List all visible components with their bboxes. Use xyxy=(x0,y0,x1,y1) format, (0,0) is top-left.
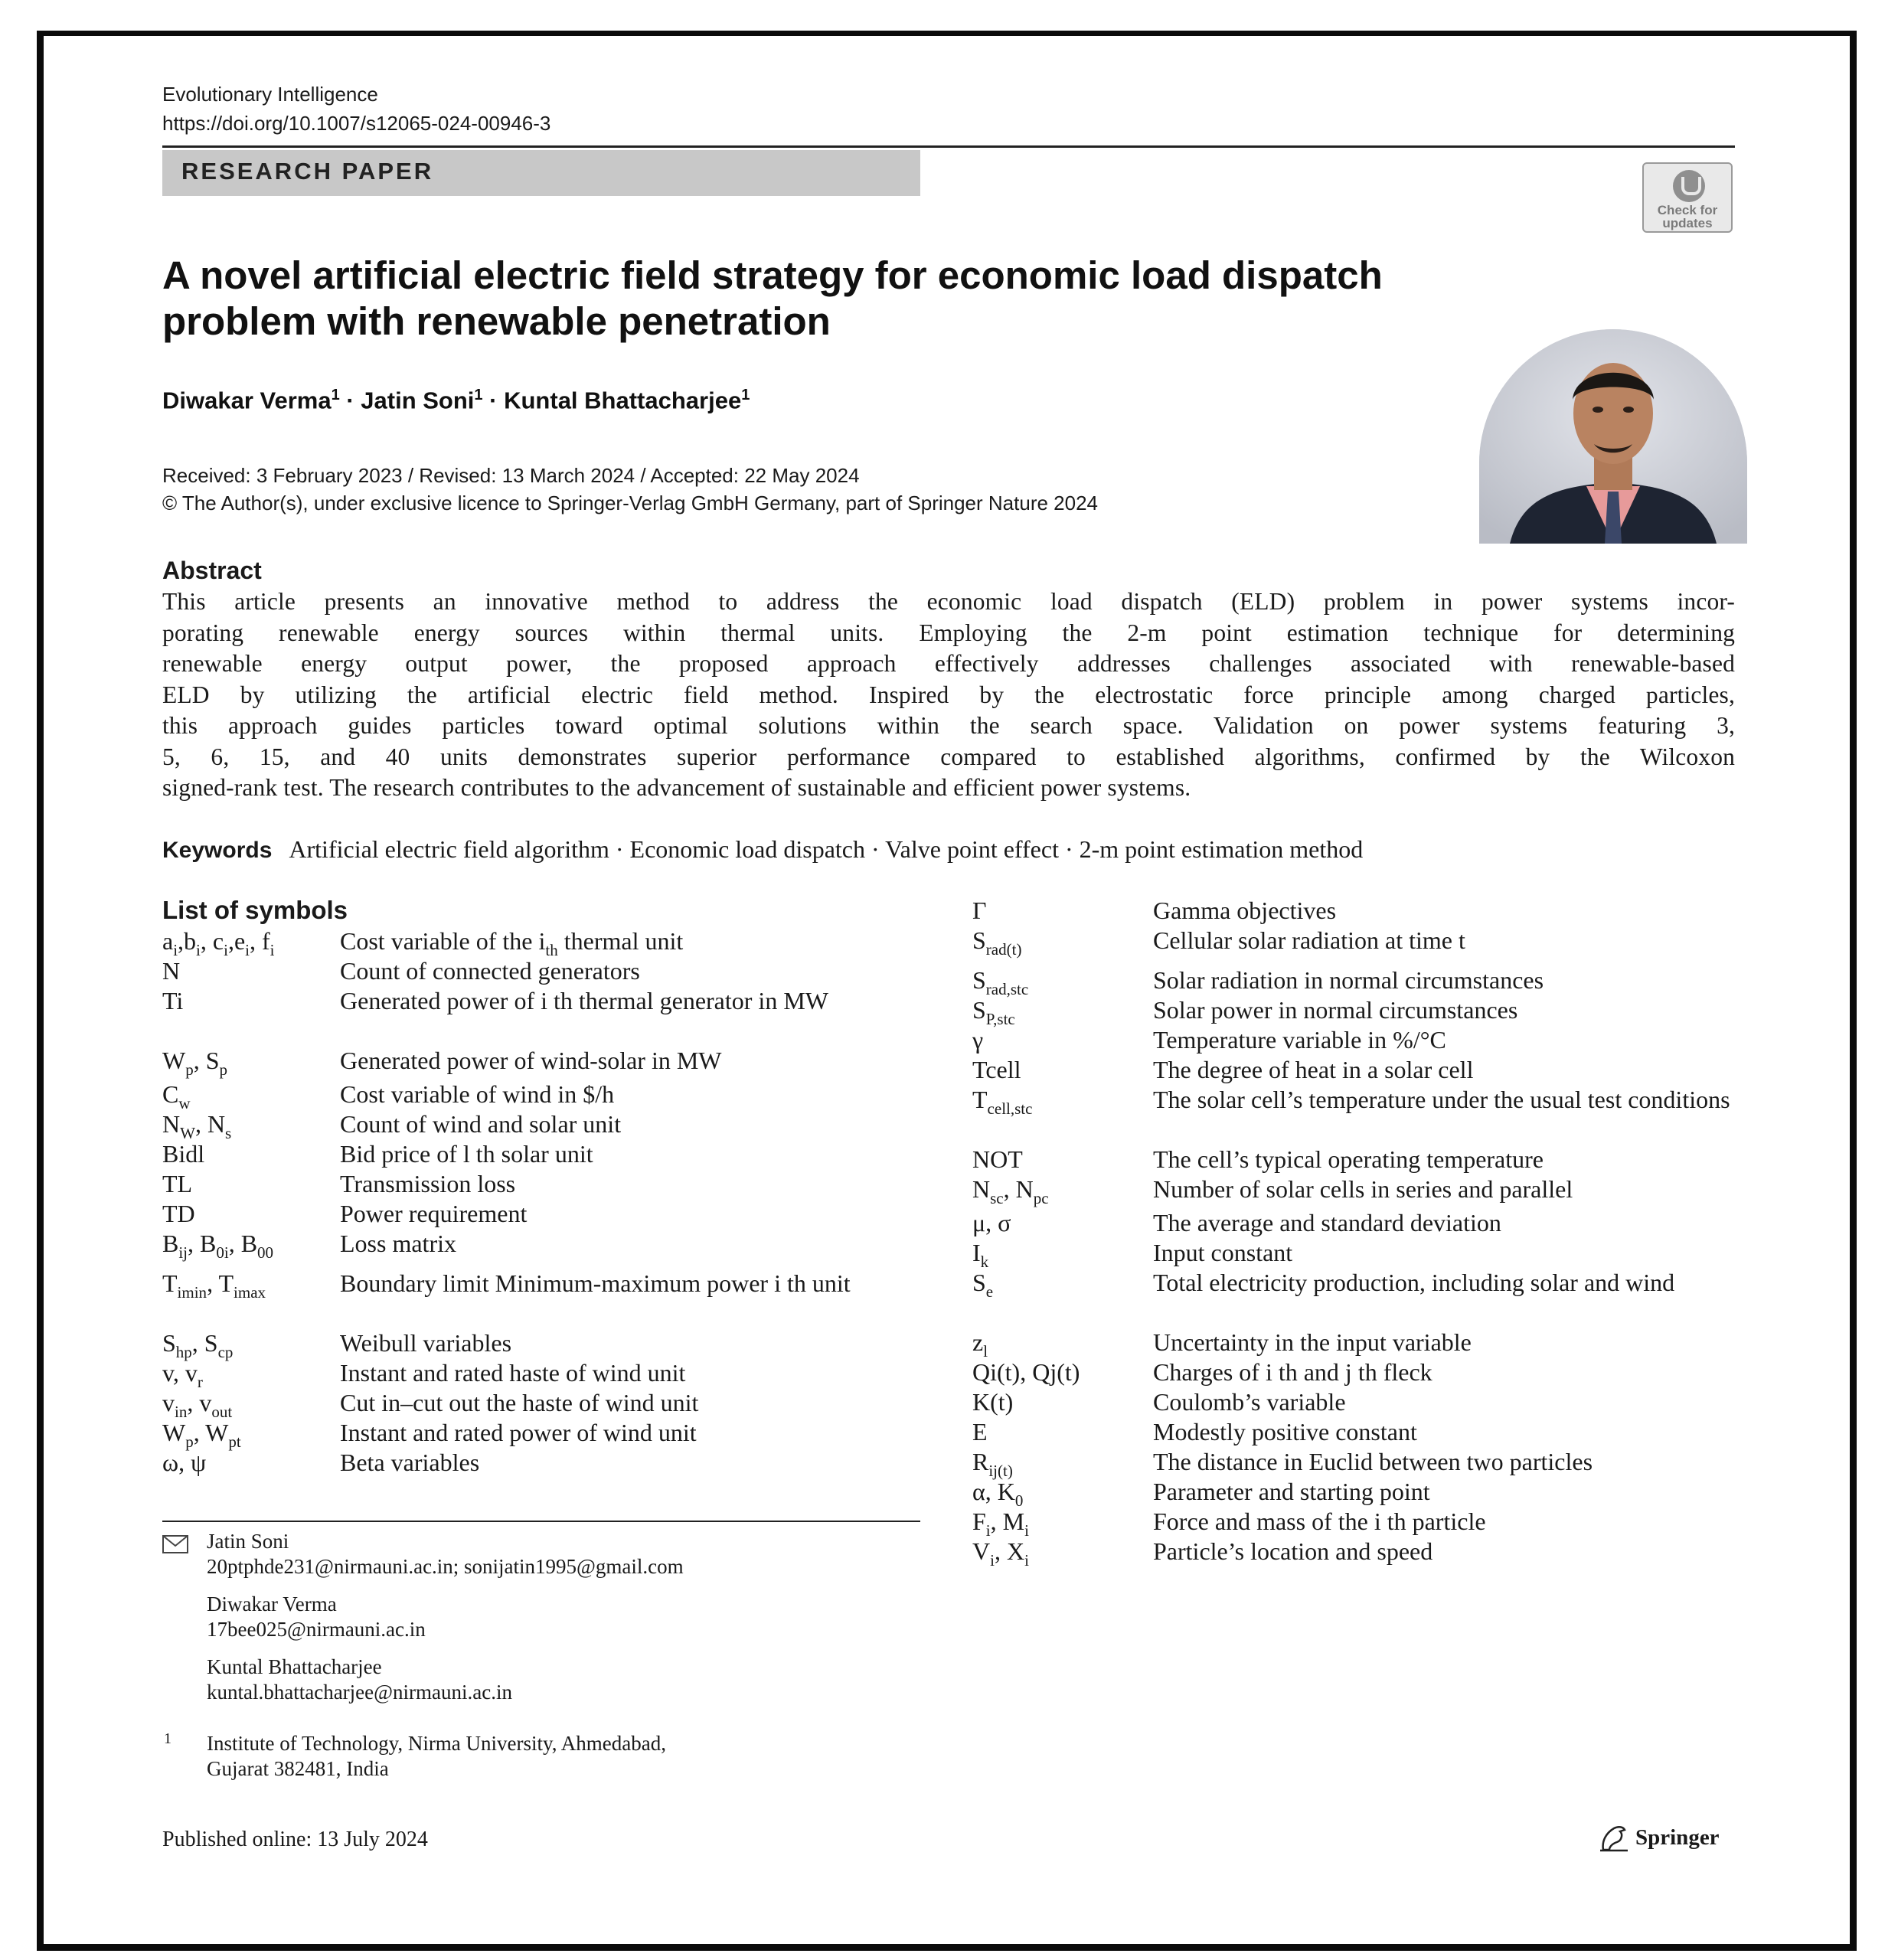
author-affiliation-marker: 1 xyxy=(474,387,483,403)
symbol-term: $V_i$, $X_i$ xyxy=(972,1537,1029,1570)
check-updates-icon xyxy=(1673,170,1705,202)
symbol-description: Bid price of l th solar unit xyxy=(340,1140,593,1168)
symbol-description: Generated power of wind-solar in MW xyxy=(340,1047,722,1074)
affiliation xyxy=(207,1731,666,1782)
abstract-line: porating renewable energy sources within thermal units. Employing the 2-m point estimation technique for determining xyxy=(162,619,1735,646)
symbol-description: Temperature variable in %/°C xyxy=(1153,1026,1446,1054)
symbol-description: The cell’s typical operating temperature xyxy=(1153,1145,1544,1173)
copyright-line: © The Author(s), under exclusive licence to Springer-Verlag GmbH Germany, part of Springer Nature 2024 xyxy=(162,492,1098,514)
header-rule xyxy=(162,145,1735,148)
symbol-description: The solar cell’s temperature under the usual test conditions xyxy=(1153,1086,1730,1113)
symbol-description: Solar power in normal circumstances xyxy=(1153,996,1518,1024)
symbol-term: E xyxy=(972,1418,988,1446)
symbol-description: Input constant xyxy=(1153,1239,1293,1266)
symbol-term: $a_i,b_i$, $c_i,e_i$, $f_i$ xyxy=(162,927,275,959)
springer-horse-icon xyxy=(1599,1824,1629,1853)
symbol-term: $C_w$ xyxy=(162,1080,191,1112)
symbol-description: Instant and rated haste of wind unit xyxy=(340,1359,686,1387)
contact-name: Diwakar Verma xyxy=(207,1592,337,1615)
affiliation-line: Institute of Technology, Nirma University, Ahmedabad, xyxy=(207,1732,666,1755)
symbol-term: $N_{sc}$, $N_{pc}$ xyxy=(972,1175,1049,1207)
symbol-description: Weibull variables xyxy=(340,1329,512,1357)
symbols-heading: List of symbols xyxy=(162,896,348,924)
symbol-term: α, $K_0$ xyxy=(972,1478,1024,1510)
symbol-term: $S_{rad(t)}$ xyxy=(972,926,1022,959)
author-list xyxy=(162,387,750,414)
symbol-term: v, $v_r$ xyxy=(162,1359,203,1391)
keywords xyxy=(162,835,1363,864)
symbol-description: Uncertainty in the input variable xyxy=(1153,1328,1472,1356)
symbol-description: Instant and rated power of wind unit xyxy=(340,1419,697,1446)
author-separator: · xyxy=(339,387,361,414)
symbol-description: Cost variable of wind in $/h xyxy=(340,1080,615,1108)
contact-name: Kuntal Bhattacharjee xyxy=(207,1655,382,1678)
envelope-icon xyxy=(162,1535,188,1553)
abstract-heading: Abstract xyxy=(162,557,262,584)
symbol-description: Generated power of i th thermal generator in MW xyxy=(340,987,828,1014)
symbol-description: Modestly positive constant xyxy=(1153,1418,1417,1446)
symbol-term: $T_{imin}$, $T_{imax}$ xyxy=(162,1269,266,1302)
symbol-description: Beta variables xyxy=(340,1449,480,1476)
symbol-term: $S_{rad,stc}$ xyxy=(972,966,1029,998)
contact-name: Jatin Soni xyxy=(207,1530,289,1553)
symbol-term: $I_k$ xyxy=(972,1239,989,1271)
symbol-description: Loss matrix xyxy=(340,1230,456,1257)
symbol-term: $T_{cell,stc}$ xyxy=(972,1086,1033,1118)
contact-email[interactable]: 20ptphde231@nirmauni.ac.in; sonijatin1995@gmail.com xyxy=(207,1555,684,1578)
symbol-description: Parameter and starting point xyxy=(1153,1478,1430,1505)
symbol-description: The distance in Euclid between two particles xyxy=(1153,1448,1593,1475)
symbol-term: $v_{in}$, $v_{out}$ xyxy=(162,1389,233,1421)
symbol-term: $F_i$, $M_i$ xyxy=(972,1508,1029,1540)
symbol-term: Γ xyxy=(972,897,987,924)
published-online: Published online: 13 July 2024 xyxy=(162,1828,428,1851)
symbol-term: $N_W$, $N_s$ xyxy=(162,1110,232,1142)
symbol-term: $W_p$, $W_{pt}$ xyxy=(162,1419,241,1451)
symbol-term: Bidl xyxy=(162,1140,205,1168)
abstract-body xyxy=(162,586,1735,804)
symbol-term: NOT xyxy=(972,1145,1023,1173)
check-updates-line1: Check for xyxy=(1657,203,1718,217)
check-for-updates-button[interactable] xyxy=(1642,162,1733,233)
symbol-term: $S_e$ xyxy=(972,1269,994,1301)
symbol-term: Tcell xyxy=(972,1056,1021,1083)
symbol-term: $W_p$, $S_p$ xyxy=(162,1047,227,1079)
affiliation-marker: 1 xyxy=(164,1730,172,1747)
title-line-2: problem with renewable penetration xyxy=(162,299,831,343)
symbol-description: Count of wind and solar unit xyxy=(340,1110,622,1138)
symbol-term: $S_{hp}$, $S_{cp}$ xyxy=(162,1329,234,1361)
symbol-description: Particle’s location and speed xyxy=(1153,1537,1433,1565)
symbol-term: N xyxy=(162,957,181,985)
dates-line: Received: 3 February 2023 / Revised: 13 March 2024 / Accepted: 22 May 2024 xyxy=(162,464,860,487)
abstract-line: ELD by utilizing the artificial electric field method. Inspired by the electrostatic force principle among charged particles, xyxy=(162,681,1735,708)
symbol-term: μ, σ xyxy=(972,1209,1011,1236)
symbol-term: TD xyxy=(162,1200,195,1227)
symbol-term: TL xyxy=(162,1170,193,1197)
footnote-rule xyxy=(162,1521,920,1522)
section-label: RESEARCH PAPER xyxy=(181,158,434,185)
symbol-description: Boundary limit Minimum-maximum power i th unit xyxy=(340,1269,851,1297)
symbol-description: Coulomb’s variable xyxy=(1153,1388,1346,1416)
abstract-line: this approach guides particles toward optimal solutions within the search space. Validation on power systems featuring 3, xyxy=(162,712,1735,739)
abstract-line: 5, 6, 15, and 40 units demonstrates superior performance compared to established algorithms, confirmed by the Wilcoxon xyxy=(162,743,1735,770)
publisher-name: Springer xyxy=(1635,1825,1720,1850)
keywords-list: Artificial electric field algorithm · Economic load dispatch · Valve point effect · 2-m point estimation method xyxy=(289,835,1364,863)
abstract-line: renewable energy output power, the proposed approach effectively addresses challenges associated with renewable-based xyxy=(162,650,1735,677)
symbol-term: γ xyxy=(972,1026,984,1054)
check-updates-line2: updates xyxy=(1662,216,1713,230)
abstract-line: signed-rank test. The research contributes to the advancement of sustainable and efficient power systems. xyxy=(162,774,1191,801)
symbol-description: Cut in–cut out the haste of wind unit xyxy=(340,1389,699,1416)
title-line-1: A novel artificial electric field strategy for economic load dispatch xyxy=(162,253,1383,297)
symbol-description: Charges of i th and j th fleck xyxy=(1153,1358,1432,1386)
contact-email[interactable]: kuntal.bhattacharjee@nirmauni.ac.in xyxy=(207,1681,512,1704)
symbol-term: Ti xyxy=(162,987,184,1014)
abstract-line: This article presents an innovative method to address the economic load dispatch (ELD) problem in power systems incor- xyxy=(162,588,1735,615)
symbol-term: $z_l$ xyxy=(972,1328,988,1361)
author-name[interactable]: Jatin Soni xyxy=(361,387,475,414)
symbol-description: The average and standard deviation xyxy=(1153,1209,1501,1236)
doi-link[interactable]: https://doi.org/10.1007/s12065-024-00946-3 xyxy=(162,112,551,135)
symbol-description: Gamma objectives xyxy=(1153,897,1337,924)
symbol-term: K(t) xyxy=(972,1388,1014,1416)
contact-block xyxy=(207,1529,684,1705)
contact-email[interactable]: 17bee025@nirmauni.ac.in xyxy=(207,1618,426,1641)
paper-title xyxy=(162,253,1525,345)
symbol-description: Force and mass of the i th particle xyxy=(1153,1508,1486,1535)
author-affiliation-marker: 1 xyxy=(331,387,340,403)
affiliation-line: Gujarat 382481, India xyxy=(207,1757,389,1780)
symbol-description: Transmission loss xyxy=(340,1170,516,1197)
symbol-term: $S_{P,stc}$ xyxy=(972,996,1015,1028)
symbol-term: ω, ψ xyxy=(162,1449,207,1476)
author-affiliation-marker: 1 xyxy=(741,387,750,403)
journal-name: Evolutionary Intelligence xyxy=(162,83,378,106)
symbol-term: Qi(t), Qj(t) xyxy=(972,1358,1080,1386)
symbol-description: Solar radiation in normal circumstances xyxy=(1153,966,1544,994)
keywords-label: Keywords xyxy=(162,838,273,863)
symbol-description: Count of connected generators xyxy=(340,957,640,985)
author-separator: · xyxy=(482,387,505,414)
symbol-description: Total electricity production, including solar and wind xyxy=(1153,1269,1675,1296)
publication-history xyxy=(162,462,1098,517)
author-name[interactable]: Kuntal Bhattacharjee xyxy=(504,387,742,414)
journal-header xyxy=(162,80,550,138)
symbol-description: Number of solar cells in series and parallel xyxy=(1153,1175,1573,1203)
symbol-description: Cellular solar radiation at time t xyxy=(1153,926,1465,954)
symbol-description: Power requirement xyxy=(340,1200,528,1227)
symbol-description: The degree of heat in a solar cell xyxy=(1153,1056,1474,1083)
symbol-description: Cost variable of the $i_{th}$ thermal unit xyxy=(340,927,684,959)
author-name[interactable]: Diwakar Verma xyxy=(162,387,332,414)
symbol-term: $R_{ij(t)}$ xyxy=(972,1448,1013,1480)
symbol-term: $B_{ij}$, $B_{0i}$, $B_{00}$ xyxy=(162,1230,274,1262)
